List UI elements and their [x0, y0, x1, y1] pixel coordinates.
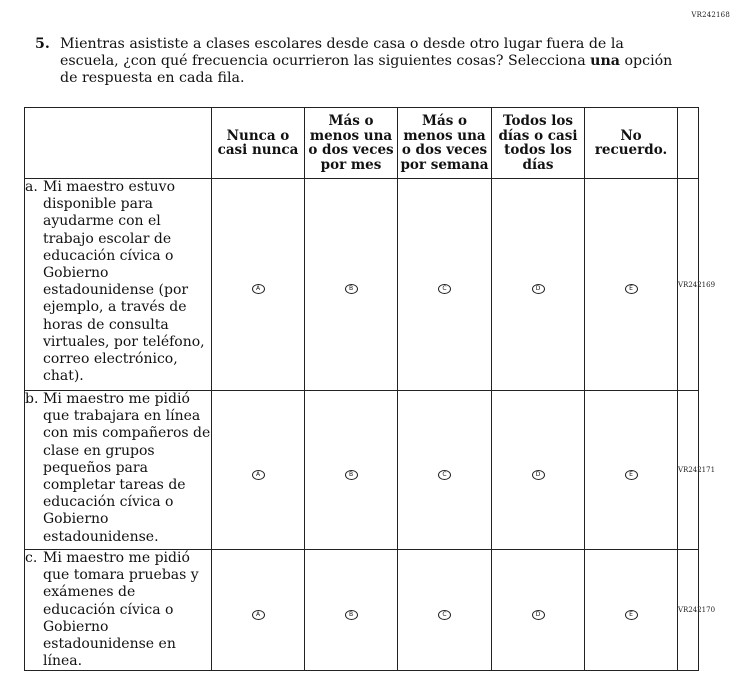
row-a-item-code: VR242169 — [678, 179, 699, 391]
page-item-code: VR242168 — [691, 11, 730, 19]
column-header-weekly: Más o menos una o dos veces por semana — [398, 108, 492, 179]
row-c-option-b-radio[interactable]: B — [345, 610, 358, 620]
row-a-option-e-radio[interactable]: E — [625, 284, 638, 294]
header-row — [25, 108, 699, 179]
row-text: Mi maestro me pidió que tomara pruebas y exámenes de educación cívica o Gobierno estadounidense en línea. — [43, 550, 199, 670]
response-grid — [24, 107, 716, 671]
row-b-item-code: VR242171 — [678, 391, 699, 550]
header-blank-cell — [25, 108, 212, 179]
question-block — [35, 36, 675, 87]
column-header-never: Nunca o casi nunca — [212, 108, 305, 179]
row-c-option-d-radio[interactable]: D — [532, 610, 545, 620]
row-b-option-c-radio[interactable]: C — [438, 470, 451, 480]
row-c-label — [25, 550, 212, 671]
row-a-option-d-radio[interactable]: D — [532, 284, 545, 294]
question-emphasis: una — [590, 53, 620, 69]
column-header-daily: Todos los días o casi todos los días — [492, 108, 585, 179]
column-header-monthly: Más o menos una o dos veces por mes — [305, 108, 398, 179]
question-text — [60, 36, 675, 87]
row-text: Mi maestro me pidió que trabajara en línea con mis compañeros de clase en grupos pequeños para completar tareas de educación cívica o Gobierno estadounidense. — [43, 391, 211, 545]
row-c-option-a-radio[interactable]: A — [252, 610, 265, 620]
row-a-label — [25, 179, 212, 391]
row-a-option-b-radio[interactable]: B — [345, 284, 358, 294]
table-row — [25, 550, 699, 671]
row-letter: c. — [25, 550, 38, 566]
row-c-option-e-radio[interactable]: E — [625, 610, 638, 620]
question-text-after: opción de respuesta en cada fila. — [60, 53, 673, 86]
table-row — [25, 179, 699, 391]
row-letter: b. — [25, 391, 39, 407]
header-code-cell — [678, 108, 699, 179]
row-b-option-a-radio[interactable]: A — [252, 470, 265, 480]
row-letter: a. — [25, 179, 38, 195]
row-b-option-d-radio[interactable]: D — [532, 470, 545, 480]
row-a-option-c-radio[interactable]: C — [438, 284, 451, 294]
row-text: Mi maestro estuvo disponible para ayudarme con el trabajo escolar de educación cívica o Gobierno estadounidense (por ejemplo, a través de horas de consulta virtuales, por teléfono, correo electrónico, chat). — [43, 179, 205, 385]
row-b-option-b-radio[interactable]: B — [345, 470, 358, 480]
row-b-label — [25, 391, 212, 550]
column-header-dont-remember: No recuerdo. — [585, 108, 678, 179]
row-b-option-e-radio[interactable]: E — [625, 470, 638, 480]
table-row — [25, 391, 699, 550]
row-c-option-c-radio[interactable]: C — [438, 610, 451, 620]
question-text-before: Mientras asististe a clases escolares desde casa o desde otro lugar fuera de la escuela, ¿con qué frecuencia ocurrieron las siguientes cosas? Selecciona — [60, 36, 624, 69]
question-number: 5. — [35, 36, 50, 52]
row-c-item-code: VR242170 — [678, 550, 699, 671]
row-a-option-a-radio[interactable]: A — [252, 284, 265, 294]
